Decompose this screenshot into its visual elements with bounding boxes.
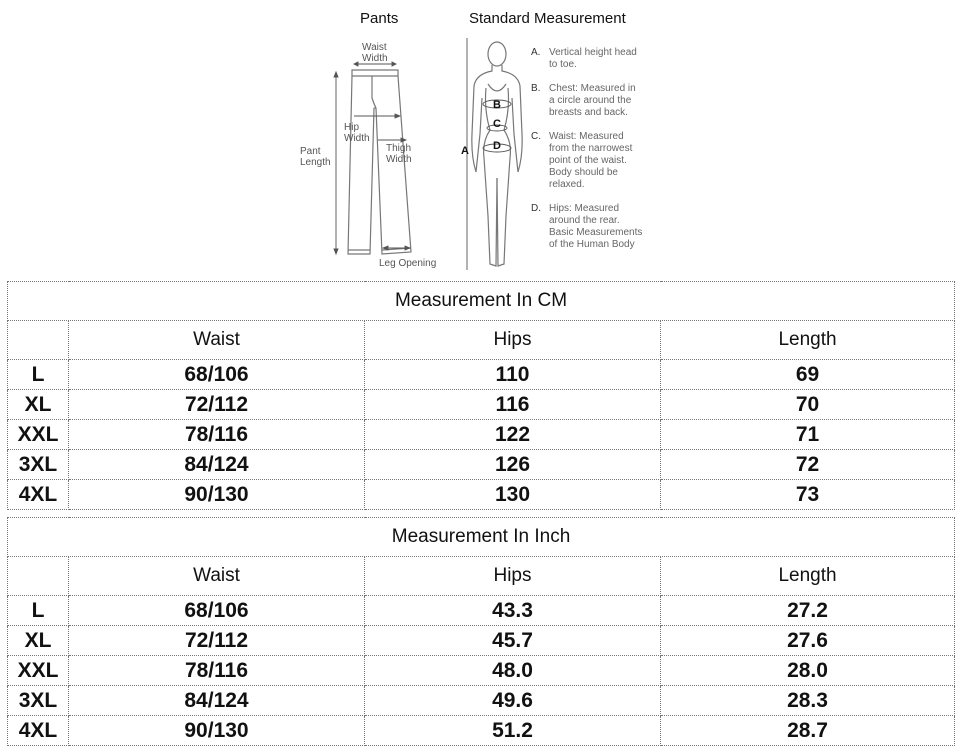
table-row (8, 626, 955, 656)
cm-header-size (8, 321, 69, 360)
size-cell: 4XL (8, 716, 69, 746)
thigh-width-label: Thigh Width (386, 143, 412, 165)
hips-cell: 43.3 (365, 596, 661, 626)
leg-opening-label: Leg Opening (379, 258, 437, 269)
hips-marker-d: D (493, 140, 501, 152)
body-figure-illustration (462, 38, 532, 274)
waist-cell: 78/116 (69, 420, 365, 450)
note-d: D. Hips: Measured around the rear. Basic Measurements of the Human Body (531, 203, 643, 250)
size-cell: XL (8, 390, 69, 420)
waist-cell: 84/124 (69, 686, 365, 716)
length-cell: 72 (661, 450, 955, 480)
waist-cell: 84/124 (69, 450, 365, 480)
note-b: B. Chest: Measured in a circle around the breasts and back. (531, 83, 636, 118)
table-row (8, 656, 955, 686)
cm-header-hips: Hips (365, 321, 661, 360)
length-cell: 28.7 (661, 716, 955, 746)
size-cell: 3XL (8, 686, 69, 716)
pant-length-label: Pant Length (300, 146, 331, 168)
chest-marker-b: B (493, 99, 501, 111)
length-cell: 28.3 (661, 686, 955, 716)
length-cell: 73 (661, 480, 955, 510)
inch-size-table (7, 517, 955, 746)
hips-cell: 51.2 (365, 716, 661, 746)
length-cell: 27.2 (661, 596, 955, 626)
hips-cell: 116 (365, 390, 661, 420)
size-cell: 4XL (8, 480, 69, 510)
note-c: C. Waist: Measured from the narrowest point of the waist. Body should be relaxed. (531, 131, 633, 190)
hips-cell: 45.7 (365, 626, 661, 656)
size-cell: XL (8, 626, 69, 656)
size-cell: L (8, 360, 69, 390)
inch-header-length: Length (661, 557, 955, 596)
inch-header-size (8, 557, 69, 596)
inch-header-hips: Hips (365, 557, 661, 596)
waist-cell: 68/106 (69, 360, 365, 390)
hips-cell: 122 (365, 420, 661, 450)
waist-cell: 72/112 (69, 390, 365, 420)
length-cell: 28.0 (661, 656, 955, 686)
length-cell: 69 (661, 360, 955, 390)
pants-title: Pants (360, 10, 399, 27)
table-row (8, 450, 955, 480)
cm-header-length: Length (661, 321, 955, 360)
table-row (8, 480, 955, 510)
waist-marker-c: C (493, 118, 501, 130)
hips-cell: 49.6 (365, 686, 661, 716)
waist-cell: 90/130 (69, 480, 365, 510)
size-cell: 3XL (8, 450, 69, 480)
cm-size-table (7, 281, 955, 510)
height-marker-a: A (461, 145, 469, 157)
table-row (8, 420, 955, 450)
length-cell: 27.6 (661, 626, 955, 656)
note-a: A. Vertical height head to toe. (531, 47, 637, 70)
waist-cell: 68/106 (69, 596, 365, 626)
table-row (8, 716, 955, 746)
inch-table-caption: Measurement In Inch (8, 518, 955, 557)
cm-table-header-row (8, 321, 955, 360)
waist-width-label: Waist Width (362, 42, 388, 64)
waist-cell: 90/130 (69, 716, 365, 746)
hips-cell: 126 (365, 450, 661, 480)
size-cell: L (8, 596, 69, 626)
table-row (8, 596, 955, 626)
standard-measurement-title: Standard Measurement (469, 10, 626, 27)
size-cell: XXL (8, 656, 69, 686)
cm-header-waist: Waist (69, 321, 365, 360)
cm-table-caption: Measurement In CM (8, 282, 955, 321)
table-row (8, 686, 955, 716)
waist-cell: 78/116 (69, 656, 365, 686)
inch-header-waist: Waist (69, 557, 365, 596)
hips-cell: 130 (365, 480, 661, 510)
table-row (8, 390, 955, 420)
hips-cell: 110 (365, 360, 661, 390)
inch-table-header-row (8, 557, 955, 596)
length-cell: 71 (661, 420, 955, 450)
waist-cell: 72/112 (69, 626, 365, 656)
measurement-diagram (0, 0, 962, 280)
hips-cell: 48.0 (365, 656, 661, 686)
hip-width-label: Hip Width (344, 122, 370, 144)
length-cell: 70 (661, 390, 955, 420)
size-cell: XXL (8, 420, 69, 450)
table-row (8, 360, 955, 390)
